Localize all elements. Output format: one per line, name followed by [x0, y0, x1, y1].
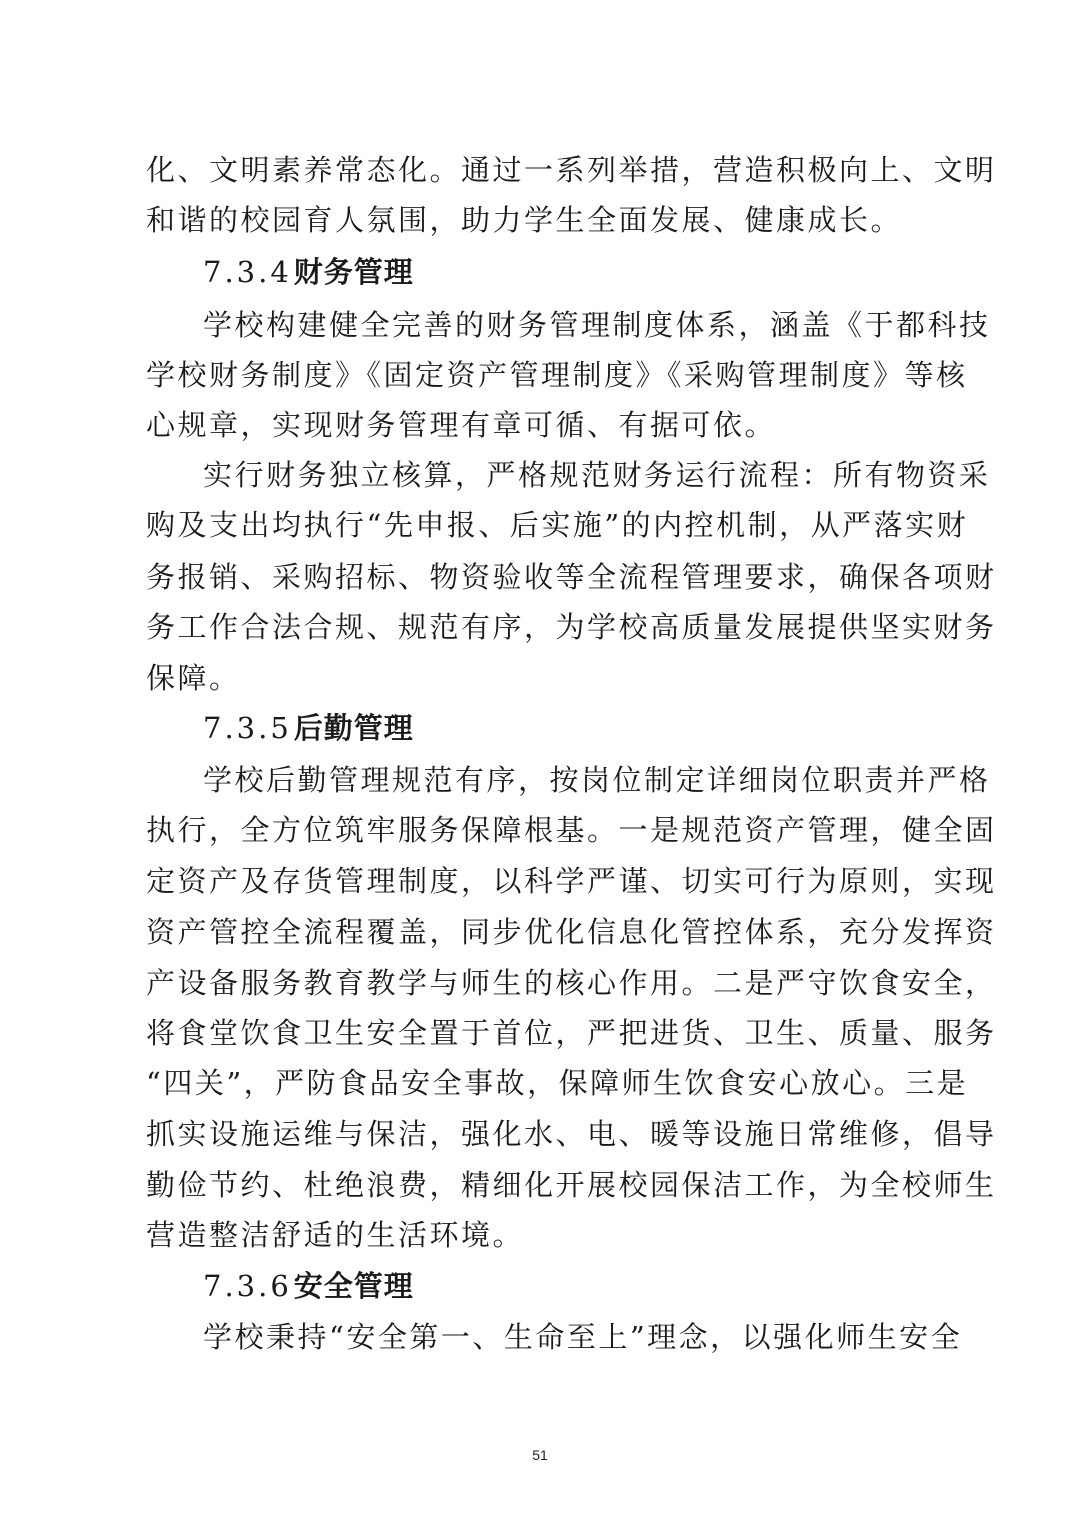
text-line: 勤俭节约、杜绝浪费，精细化开展校园保洁工作，为全校师生: [146, 1168, 997, 1202]
section-number: 7.3.6: [203, 1269, 292, 1303]
text-line: “四关”，严防食品安全事故，保障师生饮食安心放心。三是: [146, 1066, 969, 1100]
text-line: 务工作合法合规、规范有序，为学校高质量发展提供坚实财务: [146, 610, 997, 644]
text-line: 保障。: [146, 661, 241, 695]
text-line: 学校构建健全完善的财务管理制度体系，涵盖《于都科技: [203, 308, 991, 342]
section-heading-7-3-4: [203, 252, 414, 292]
text-line: 抓实设施运维与保洁，强化水、电、暖等设施日常维修，倡导: [146, 1117, 997, 1151]
page-number: 51: [532, 1447, 548, 1463]
section-title: 财务管理: [293, 255, 414, 289]
text-line: 心规章，实现财务管理有章可循、有据可依。: [146, 408, 777, 442]
section-number: 7.3.5: [203, 711, 292, 745]
section-number: 7.3.4: [203, 255, 292, 289]
section-title: 安全管理: [293, 1269, 414, 1303]
section-heading-7-3-5: [203, 708, 414, 748]
text-line: 实行财务独立核算，严格规范财务运行流程：所有物资采: [203, 458, 991, 492]
text-line: 学校秉持“安全第一、生命至上”理念，以强化师生安全: [203, 1320, 963, 1354]
text-line: 执行，全方位筑牢服务保障根基。一是规范资产管理，健全固: [146, 813, 997, 847]
text-line: 资产管控全流程覆盖，同步优化信息化管控体系，充分发挥资: [146, 915, 997, 949]
text-line: 务报销、采购招标、物资验收等全流程管理要求，确保各项财: [146, 560, 997, 594]
section-heading-7-3-6: [203, 1266, 414, 1306]
section-title: 后勤管理: [293, 711, 414, 745]
text-line: 产设备服务教育教学与师生的核心作用。二是严守饮食安全，: [146, 966, 997, 1000]
text-line: 化、文明素养常态化。通过一系列举措，营造积极向上、文明: [146, 153, 997, 187]
text-line: 将食堂饮食卫生安全置于首位，严把进货、卫生、质量、服务: [146, 1016, 997, 1050]
text-line: 和谐的校园育人氛围，助力学生全面发展、健康成长。: [146, 203, 903, 237]
text-line: 学校后勤管理规范有序，按岗位制定详细岗位职责并严格: [203, 763, 991, 797]
text-line: 定资产及存货管理制度，以科学严谨、切实可行为原则，实现: [146, 864, 997, 898]
text-line: 购及支出均执行“先申报、后实施”的内控机制，从严落实财: [146, 508, 969, 542]
text-line: 学校财务制度》《固定资产管理制度》《采购管理制度》等核: [146, 358, 968, 392]
text-line: 营造整洁舒适的生活环境。: [146, 1218, 525, 1252]
